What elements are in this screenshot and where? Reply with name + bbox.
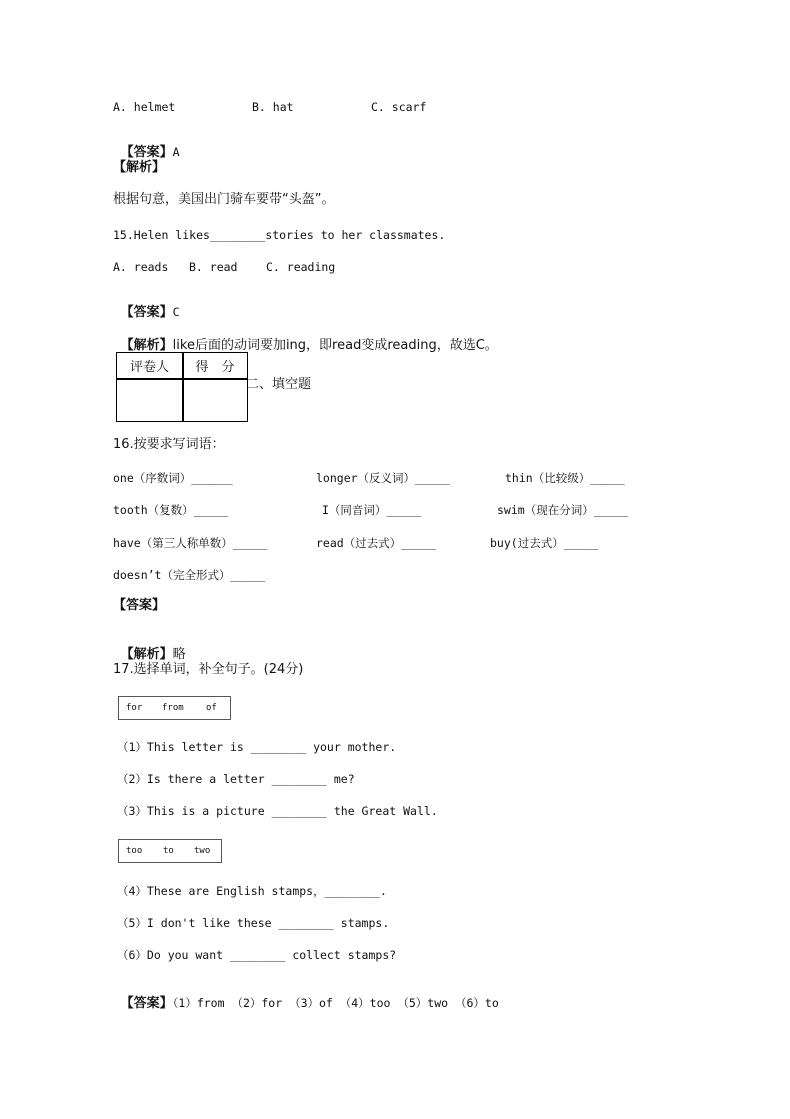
analysis-label: 【解析】: [120, 647, 173, 662]
section-title: 二、填空题: [246, 377, 312, 392]
q16-analysis-line: [113, 630, 186, 663]
q14-option-a: A. helmet: [113, 100, 176, 114]
q16-item: have（第三人称单数）_____: [113, 536, 268, 550]
q15-option-b: B. read: [189, 260, 238, 274]
q17-sentence: （3）This is a picture ________ the Great Wall.: [117, 804, 438, 818]
q16-answer-label: 【答案】: [113, 598, 166, 613]
word-box-1: [118, 696, 231, 720]
q14-answer-line: [113, 128, 180, 161]
q17-answer-line: [113, 979, 499, 1012]
word-box-word: from: [162, 703, 184, 713]
q17-sentence: （2）Is there a letter ________ me?: [117, 772, 355, 786]
analysis-text: like后面的动词要加ing，即read变成reading，故选C。: [172, 338, 498, 353]
q15-stem: 15.Helen likes________stories to her classmates.: [113, 228, 446, 242]
q16-item: buy(过去式）_____: [490, 536, 599, 550]
q16-item: longer（反义词）_____: [316, 471, 450, 485]
answer-label: 【答案】: [120, 305, 173, 320]
score-table: [116, 352, 248, 422]
table-header-reviewer: 评卷人: [129, 360, 169, 375]
q15-option-a: A. reads: [113, 260, 169, 274]
analysis-text: 略: [172, 647, 186, 662]
q16-item: swim（现在分词）_____: [497, 503, 629, 517]
word-box-word: too: [126, 846, 143, 856]
q16-item: tooth（复数）_____: [113, 503, 229, 517]
answer-label: 【答案】: [120, 145, 173, 160]
word-box-word: two: [194, 846, 211, 856]
q17-sentence: （4）These are English stamps，________.: [117, 884, 387, 898]
q14-option-c: C. scarf: [371, 100, 427, 114]
q15-option-c: C. reading: [266, 260, 336, 274]
analysis-label: 【解析】: [120, 338, 173, 353]
q14-analysis-text: 根据句意，美国出门骑车要带“头盔”。: [113, 192, 335, 207]
table-header-score: 得 分: [195, 360, 235, 375]
word-box-word: to: [163, 846, 174, 856]
table-divider-horizontal: [117, 378, 247, 380]
q15-answer-line: [113, 288, 180, 321]
q16-item: one（序数词）______: [113, 471, 233, 485]
q16-item: I（同音词）_____: [322, 503, 422, 517]
word-box-word: for: [126, 703, 143, 713]
q14-option-b: B. hat: [252, 100, 294, 114]
q15-analysis-line: [113, 321, 498, 354]
q16-item: read（过去式）_____: [316, 536, 436, 550]
q16-item: thin（比较级）_____: [505, 471, 625, 485]
q17-stem: 17.选择单词，补全句子。(24分): [113, 662, 304, 677]
q14-analysis-label: 【解析】: [113, 160, 166, 175]
word-box-2: [118, 839, 222, 863]
q16-stem: 16.按要求写词语：: [113, 437, 225, 452]
answer-value: C: [172, 305, 180, 319]
q17-sentence: （6）Do you want ________ collect stamps?: [117, 948, 397, 962]
answer-value: A: [172, 145, 180, 159]
q17-sentence: （1）This letter is ________ your mother.: [117, 740, 397, 754]
q16-item: doesn’t（完全形式）_____: [113, 568, 266, 582]
answer-value: （1）from （2）for （3）of （4）too （5）two （6）to: [172, 996, 499, 1010]
q17-sentence: （5）I don't like these ________ stamps.: [117, 916, 390, 930]
answer-label: 【答案】: [120, 996, 173, 1011]
word-box-word: of: [206, 703, 217, 713]
